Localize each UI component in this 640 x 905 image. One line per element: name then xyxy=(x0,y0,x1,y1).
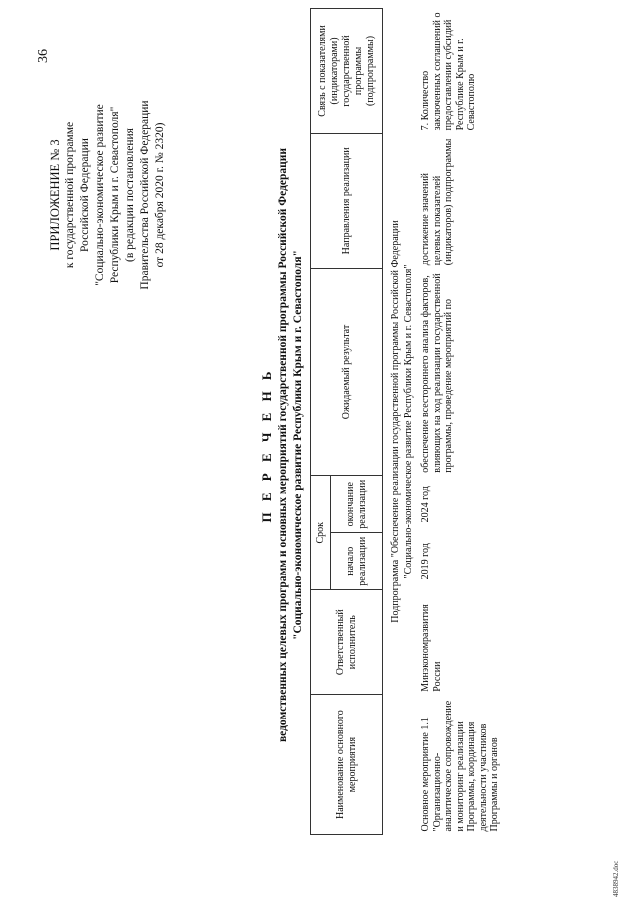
cell-start: 2019 год xyxy=(420,543,431,580)
header-name: Наименование основного мероприятия xyxy=(311,695,383,835)
header-start: начало реализации xyxy=(331,533,383,590)
cell-executor: Минэкономразвития России xyxy=(420,604,443,692)
footer-filename: 4838942.doc xyxy=(612,860,620,897)
document-subtitle: ведомственных целевых программ и основных мероприятий государственной программы Российской Федерации xyxy=(277,147,289,743)
appendix-title: ПРИЛОЖЕНИЕ № 3 xyxy=(48,139,62,251)
document-heading xyxy=(258,25,306,865)
cell-result: обеспечение всестороннего анализа факторов, влияющих на ход реализации государственной программы, проведение мероприятий по xyxy=(420,273,454,473)
appendix-line: к государственной программе xyxy=(64,121,76,269)
appendix-line: (в редакции постановления xyxy=(124,128,136,262)
subprogram-row xyxy=(383,9,417,835)
measures-table xyxy=(310,8,501,835)
header-result: Ожидаемый результат xyxy=(311,268,383,476)
page-number: 36 xyxy=(36,49,51,63)
appendix-line: "Социально-экономическое развитие xyxy=(94,104,106,286)
cell-end: 2024 год xyxy=(420,486,431,523)
appendix-line: Республики Крым и г. Севастополя" xyxy=(109,106,121,284)
document-subtitle-program: "Социально-экономическое развитие Республики Крым и г. Севастополя" xyxy=(292,250,304,640)
header-term: Срок xyxy=(311,476,331,590)
header-directions: Направления реализации xyxy=(311,133,383,268)
appendix-line: Российской Федерации xyxy=(79,138,91,252)
cell-name: Основное мероприятие 1.1 "Организационно-аналитическое сопровождение и мониторинг реализации Программы, координация деятельности участников Программы и органов xyxy=(420,700,500,832)
appendix-line: от 28 декабря 2020 г. № 2320) xyxy=(154,122,166,268)
cell-link: 7. Количество заключенных соглашений о предоставлении субсидий Республике Крым и г. Севастополю xyxy=(420,12,477,131)
subprogram-title: Подпрограмма "Обеспечение реализации государственной программы Российской Федерации xyxy=(390,220,401,623)
header-end: окончание реализации xyxy=(331,476,383,533)
header-executor: Ответственный исполнитель xyxy=(311,590,383,695)
subprogram-title-cont: "Социально-экономическое развитие Республики Крым и г. Севастополя" xyxy=(403,264,414,579)
appendix-line: Правительства Российской Федерации xyxy=(139,100,151,290)
cell-directions: достижение значений целевых показателей (индикаторов) подпрограммы xyxy=(420,138,454,266)
appendix-block xyxy=(48,45,168,345)
header-link: Связь с показателями (индикаторами) государственной программы (подпрограммы) xyxy=(311,9,383,134)
table-row xyxy=(416,9,501,835)
document-title: П Е Р Е Ч Е Н Ь xyxy=(259,367,274,523)
